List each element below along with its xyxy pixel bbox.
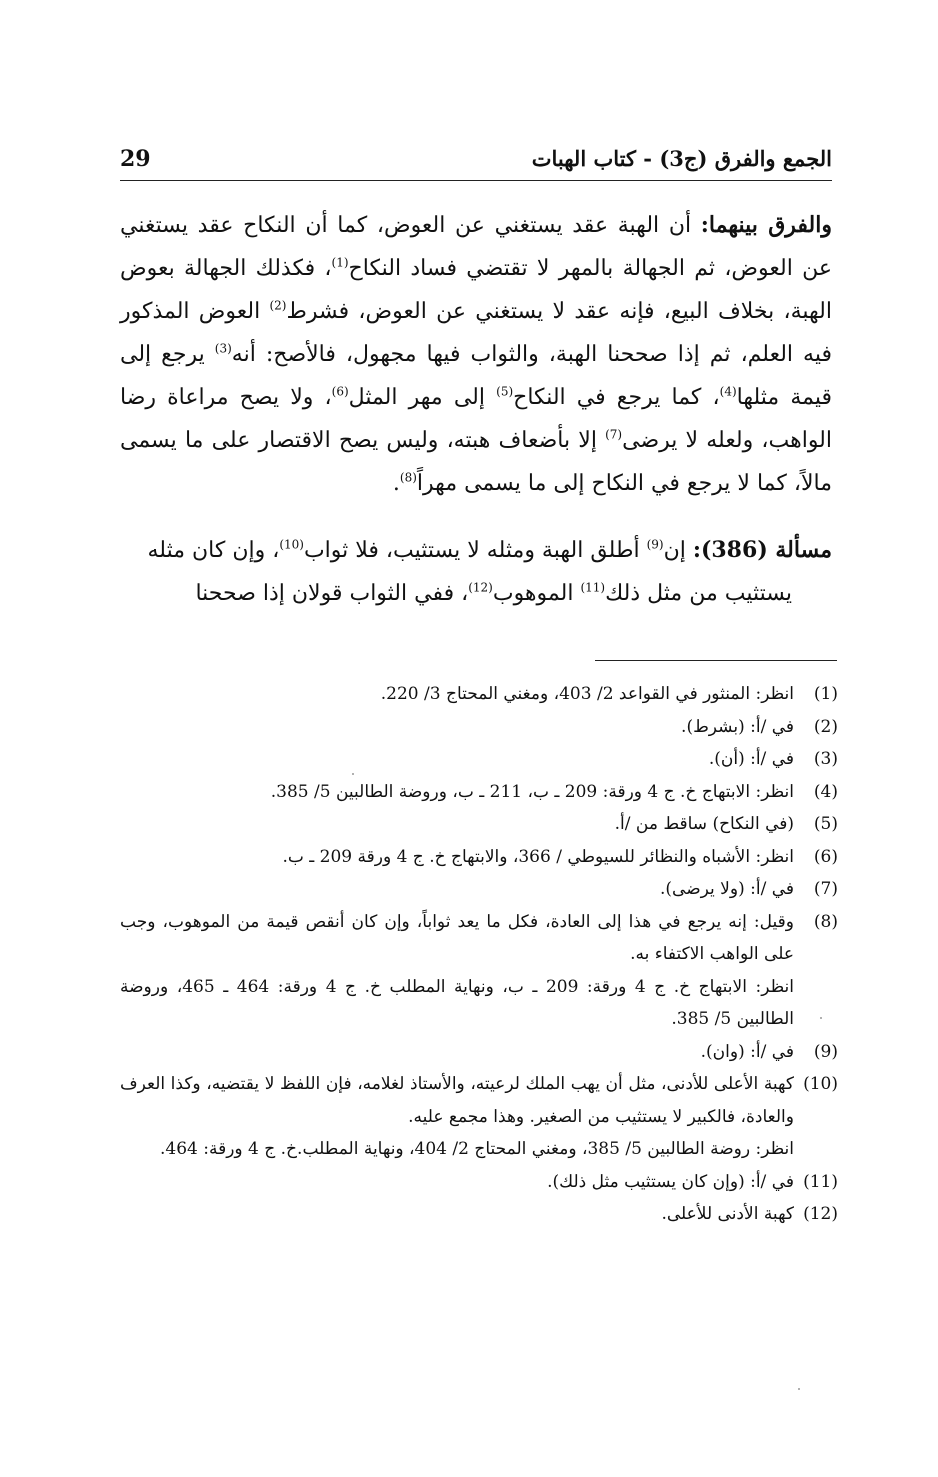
running-title: الجمع والفرق (ج3) - كتاب الهبات bbox=[531, 146, 832, 171]
footnote-ref: (6) bbox=[331, 384, 349, 399]
footnote-line: في /أ: (وان). bbox=[700, 1041, 794, 1062]
footnote-line: انظر: الأشباه والنظائر للسيوطي / 366، والابتهاج خ. ج 4 ورقة 209 ـ ب. bbox=[282, 846, 794, 867]
footnote-text bbox=[120, 743, 794, 776]
footnote-ref: (7) bbox=[605, 427, 623, 442]
running-header bbox=[120, 140, 832, 181]
text-run: ، كما يرجع في النكاح bbox=[513, 385, 720, 410]
footnote-item bbox=[120, 711, 838, 744]
footnote-separator bbox=[595, 660, 837, 661]
footnote-item bbox=[120, 873, 838, 906]
footnote-item bbox=[120, 678, 838, 711]
text-run: أن الهبة عقد يستغني عن العوض، كما أن النكاح عقد يستغني عن العوض، ثم الجهالة بالمهر لا تقتضي فساد النكاح bbox=[120, 213, 832, 281]
text-run: . bbox=[392, 471, 400, 496]
scan-speck bbox=[820, 1017, 822, 1019]
footnote-text bbox=[120, 841, 794, 874]
footnote-line: في /أ: (وإن كان يستثيب مثل ذلك). bbox=[547, 1171, 794, 1192]
footnote-ref: (11) bbox=[580, 580, 606, 595]
text-run: العوض المذكور فيه العلم، ثم إذا صححنا الهبة، والثواب فيها مجهول، فالأصح: أنه bbox=[120, 299, 832, 367]
footnote-number: (5) bbox=[813, 814, 838, 834]
paragraph-issue-386 bbox=[120, 529, 832, 572]
text-run: الموهوب bbox=[492, 581, 581, 606]
paragraph-lead: والفرق بينهما: bbox=[700, 212, 832, 238]
footnote-line: في /أ: (بشرط). bbox=[681, 716, 794, 737]
footnote-line: كهبة الأدنى للأعلى. bbox=[661, 1204, 794, 1224]
footnote-item bbox=[120, 776, 838, 809]
footnote-text bbox=[120, 711, 794, 744]
text-run: ، وإن كان مثله bbox=[147, 538, 280, 563]
footnote-number: (7) bbox=[813, 879, 838, 899]
footnote-text bbox=[120, 678, 794, 711]
footnote-line: في /أ: (ولا يرضى). bbox=[660, 879, 794, 899]
footnote-ref: (9) bbox=[646, 537, 664, 552]
footnote-item bbox=[120, 906, 838, 1036]
footnote-number: (3) bbox=[813, 749, 838, 769]
footnote-ref: (4) bbox=[719, 384, 737, 399]
footnote-number: (8) bbox=[813, 911, 838, 932]
footnote-line: وقيل: إنه يرجع في هذا إلى العادة، فكل ما يعد ثواباً، وإن كان أنقص قيمة من الموهوب، وجب على الواهب الاكتفاء به. bbox=[120, 911, 794, 964]
footnote-number: (11) bbox=[803, 1171, 838, 1192]
footnote-item bbox=[120, 841, 838, 874]
footnote-line: انظر: روضة الطالبين 5/ 385، ومغني المحتاج 2/ 404، ونهاية المطلب.خ. ج 4 ورقة: 464. bbox=[159, 1139, 794, 1159]
footnote-text bbox=[120, 808, 794, 841]
scan-speck bbox=[352, 773, 354, 775]
text-run: أطلق الهبة ومثله لا يستثيب، فلا ثواب bbox=[303, 538, 647, 563]
footnote-line: كهبة الأعلى للأدنى، مثل أن يهب الملك لرعيته، والأستاذ لغلامه، فإن اللفظ لا يقتضيه، وكذا العرف والعادة، فالكبير لا يستثيب من الصغير. وهذا مجمع عليه. bbox=[120, 1074, 794, 1127]
footnote-ref: (3) bbox=[214, 341, 232, 356]
footnote-number: (9) bbox=[813, 1041, 838, 1062]
text-run: يرجع إلى قيمة مثلها bbox=[120, 342, 832, 410]
footnote-text bbox=[120, 776, 794, 809]
paragraph-difference bbox=[120, 204, 832, 505]
text-run: ، ففي الثواب قولان إذا صححنا bbox=[195, 581, 469, 606]
footnote-ref: (8) bbox=[399, 470, 417, 485]
page-number: 29 bbox=[120, 146, 151, 172]
footnote-number: (6) bbox=[813, 846, 838, 867]
issue-heading: مسألة (386): bbox=[692, 537, 832, 563]
footnote-text bbox=[120, 1166, 794, 1199]
footnote-item bbox=[120, 1198, 838, 1231]
footnote-number: (4) bbox=[813, 781, 838, 802]
footnote-ref: (12) bbox=[468, 580, 493, 595]
footnote-item bbox=[120, 1036, 838, 1069]
text-run: ، فكذلك الجهالة بعوض الهبة، بخلاف البيع، فإنه عقد لا يستغني عن العوض، فشرط bbox=[120, 256, 832, 324]
footnote-line: انظر: الابتهاج خ. ج 4 ورقة: 209 ـ ب، ونهاية المطلب خ. ج 4 ورقة: 464 ـ 465، وروضة الطالبين 5/ 385. bbox=[120, 976, 795, 1029]
main-text bbox=[120, 204, 832, 615]
footnote-text bbox=[120, 1036, 794, 1069]
footnote-number: (1) bbox=[813, 684, 838, 704]
footnote-ref: (5) bbox=[496, 384, 514, 399]
footnote-line: (في النكاح) ساقط من /أ. bbox=[614, 814, 794, 834]
scan-speck bbox=[798, 1388, 800, 1390]
footnote-number: (10) bbox=[803, 1074, 838, 1094]
footnote-ref: (10) bbox=[279, 537, 304, 552]
footnote-line: انظر: الابتهاج خ. ج 4 ورقة: 209 ـ ب، 211 ـ ب، وروضة الطالبين 5/ 385. bbox=[270, 781, 794, 802]
text-run: إلى مهر المثل bbox=[348, 385, 497, 410]
footnote-line: انظر: المنثور في القواعد 2/ 403، ومغني المحتاج 3/ 220. bbox=[380, 684, 794, 704]
paragraph-issue-continued bbox=[120, 572, 832, 615]
text-run: إن bbox=[663, 538, 693, 563]
text-run: ، ولا يصح مراعاة رضا الواهب، ولعله لا يرضى bbox=[120, 385, 832, 453]
footnote-number: (2) bbox=[813, 716, 838, 737]
footnotes bbox=[120, 678, 838, 1231]
footnote-line: في /أ: (أن). bbox=[708, 749, 794, 769]
text-run: إلا بأضعاف هبته، وليس يصح الاقتصار على ما يسمى مالاً، كما لا يرجع في النكاح إلى ما يسمى مهراً bbox=[120, 428, 832, 496]
footnote-text bbox=[120, 906, 794, 1036]
footnote-ref: (2) bbox=[269, 298, 287, 313]
footnote-text bbox=[120, 1068, 794, 1166]
footnote-item bbox=[120, 743, 838, 776]
footnote-ref: (1) bbox=[331, 255, 349, 270]
text-run: يستثيب من مثل ذلك bbox=[605, 581, 792, 606]
footnote-item bbox=[120, 808, 838, 841]
footnote-text bbox=[120, 1198, 794, 1231]
footnote-item bbox=[120, 1068, 838, 1166]
footnote-number: (12) bbox=[803, 1204, 838, 1224]
footnote-text bbox=[120, 873, 794, 906]
footnote-item bbox=[120, 1166, 838, 1199]
